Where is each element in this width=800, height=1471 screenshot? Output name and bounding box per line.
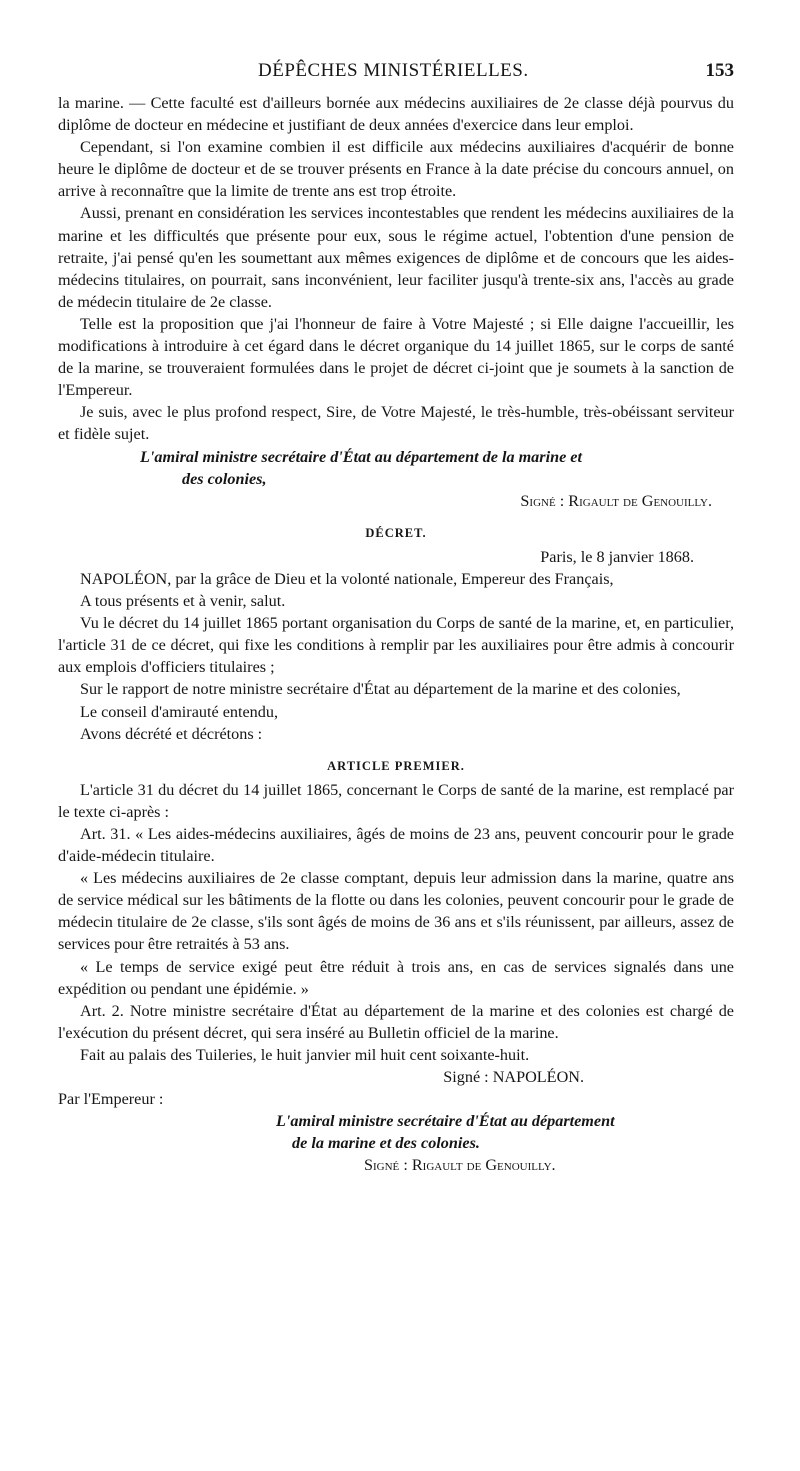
decree-consideration: Avons décrété et décrétons : xyxy=(80,724,263,743)
decree-article: Art. 2. Notre ministre secrétaire d'État au département de la marine et des colonies est chargé de l'exécution du présent décret, qui sera inséré au Bulletin officiel de la marine. xyxy=(58,1001,734,1042)
signature-line: Signé : Rigault de Genouilly. xyxy=(520,491,712,510)
paragraph: Telle est la proposition que j'ai l'honneur de faire à Votre Majesté ; si Elle daigne l'accueillir, les modifications à introduire à cet égard dans le décret organique du 14 juillet 1865, sur le corps de santé de la marine, se trouveraient formulées dans le projet de décret ci-joint que je soumets à la sanction de l'Empereur. xyxy=(58,314,734,400)
emperor-signature: Signé : NAPOLÉON. xyxy=(443,1068,584,1087)
countersign-title: L'amiral ministre secrétaire d'État au département xyxy=(276,1112,615,1131)
page-number: 153 xyxy=(705,60,734,81)
decree-consideration: Sur le rapport de notre ministre secrétaire d'État au département de la marine et des colonies, xyxy=(80,680,681,699)
signatory-title: L'amiral ministre secrétaire d'État au département de la marine et xyxy=(140,447,582,466)
page-header xyxy=(58,60,734,86)
paragraph: Cependant, si l'on examine combien il est difficile aux médecins auxiliaires d'acquérir de bonne heure le diplôme de docteur et de se trouver présents en France à la date précise du concours annuel, on arrive à reconnaître que la limite de trente ans est trop étroite. xyxy=(58,138,734,201)
countersign-title-cont: de la marine et des colonies. xyxy=(292,1134,480,1153)
decree-article: « Le temps de service exigé peut être réduit à trois ans, en cas de services signalés dans une expédition ou pendant une épidémie. » xyxy=(58,957,734,998)
decree-article: Art. 31. « Les aides-médecins auxiliaires, âgés de moins de 23 ans, peuvent concourir pour le grade d'aide-médecin titulaire. xyxy=(58,825,734,866)
running-title: DÉPÊCHES MINISTÉRIELLES. xyxy=(258,60,529,81)
decree-article: « Les médecins auxiliaires de 2e classe comptant, depuis leur admission dans la marine, quatre ans de service médical sur les bâtiments de la flotte ou dans les colonies, peuvent concourir pour le grade de médecin titulaire de 2e classe, s'ils sont âgés de moins de 36 ans et s'ils réunissent, par ailleurs, assez de services pour être retraités à 53 ans. xyxy=(58,869,734,954)
decree-article: L'article 31 du décret du 14 juillet 1865, concernant le Corps de santé de la marine, est remplacé par le texte ci-après : xyxy=(58,780,734,821)
countersign-signature: Signé : Rigault de Genouilly. xyxy=(364,1156,556,1175)
page-body xyxy=(58,92,734,1177)
article-heading: ARTICLE PREMIER. xyxy=(327,758,465,773)
paragraph: la marine. — Cette faculté est d'ailleurs bornée aux médecins auxiliaires de 2e classe déjà pourvus du diplôme de docteur en médecine et justifiant de deux années d'exercice dans leur emploi. xyxy=(58,94,734,135)
signatory-title-cont: des colonies, xyxy=(182,469,267,488)
decree-dateline: Paris, le 8 janvier 1868. xyxy=(540,547,694,566)
paragraph: Je suis, avec le plus profond respect, Sire, de Votre Majesté, le très-humble, très-obéissant serviteur et fidèle sujet. xyxy=(58,403,734,444)
decree-heading: DÉCRET. xyxy=(365,525,427,540)
decree-consideration: Le conseil d'amirauté entendu, xyxy=(80,702,278,721)
par-empereur: Par l'Empereur : xyxy=(58,1090,164,1109)
decree-preamble: NAPOLÉON, par la grâce de Dieu et la volonté nationale, Empereur des Français, xyxy=(80,569,614,588)
decree-preamble: A tous présents et à venir, salut. xyxy=(80,592,286,611)
paragraph: Aussi, prenant en considération les services incontestables que rendent les médecins auxiliaires de la marine et les difficultés que présente pour eux, sous le régime actuel, l'obtention d'une pension de retraite, j'ai pensé qu'en les soumettant aux mêmes exigences de diplôme et de concours que les aides-médecins titulaires, on pourrait, sans inconvénient, leur faciliter jusqu'à trente-six ans, l'accès au grade de médecin titulaire de 2e classe. xyxy=(58,204,734,311)
decree-consideration: Vu le décret du 14 juillet 1865 portant organisation du Corps de santé de la marine, et, en particulier, l'article 31 de ce décret, qui fixe les conditions à remplir par les auxiliaires pour être admis à concourir aux emplois d'officiers titulaires ; xyxy=(58,614,734,677)
decree-article: Fait au palais des Tuileries, le huit janvier mil huit cent soixante-huit. xyxy=(80,1045,530,1064)
